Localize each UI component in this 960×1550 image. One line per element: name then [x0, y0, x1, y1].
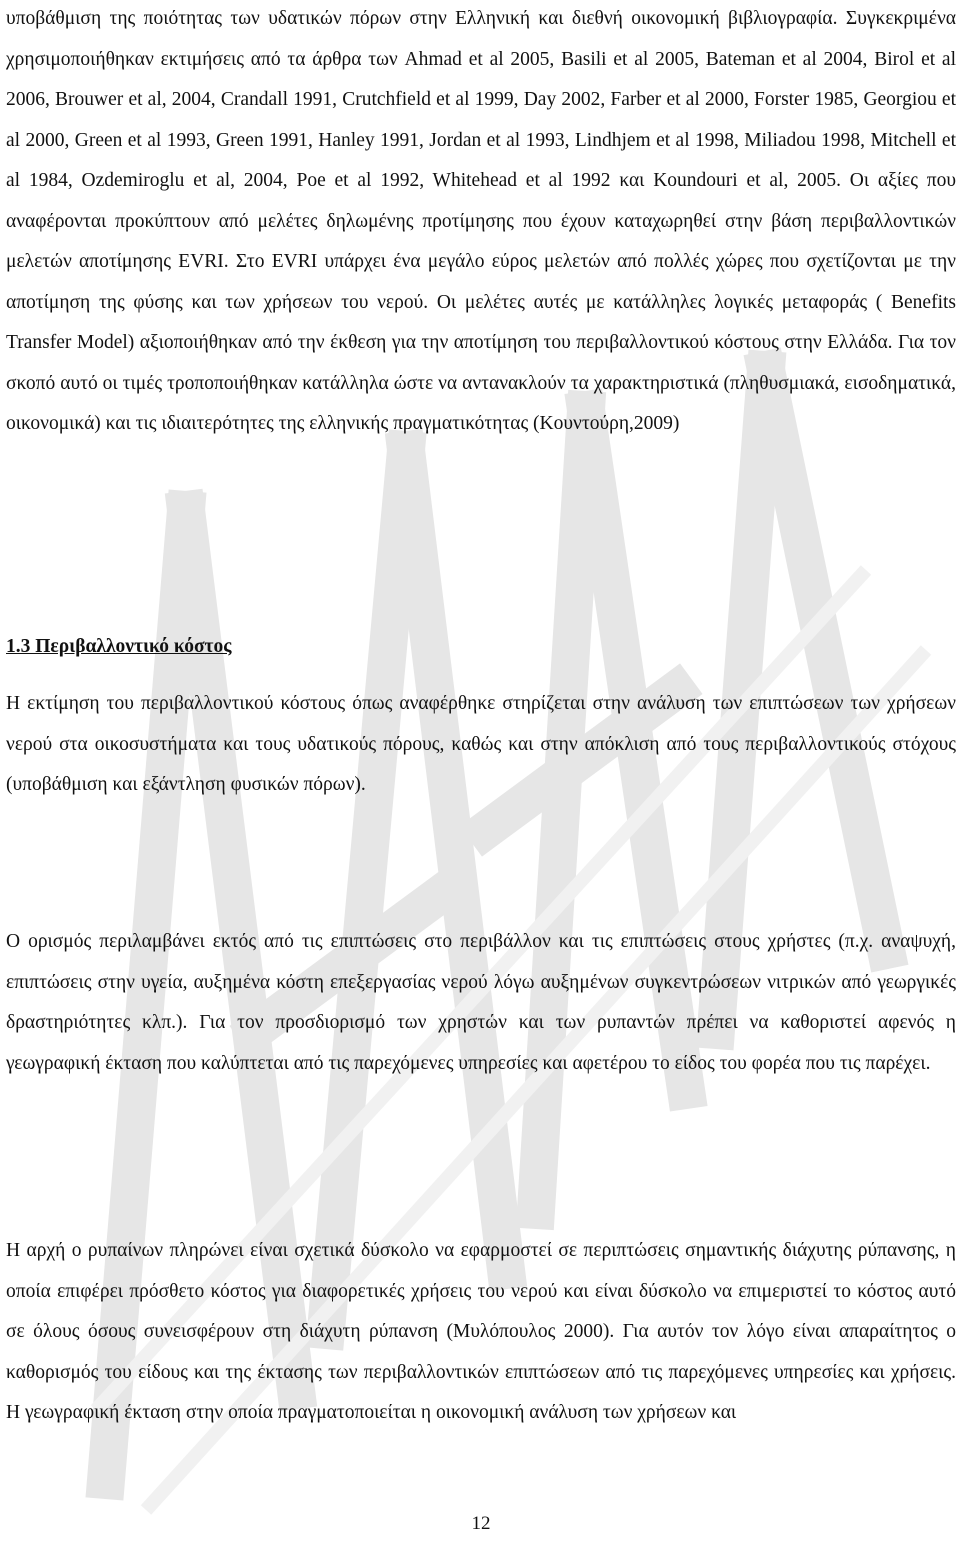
paragraph-definition-users: Ο ορισμός περιλαμβάνει εκτός από τις επιπτώσεις στο περιβάλλον και τις επιπτώσεις στους χρήστες (π.χ. αναψυχή, επιπτώσεις στην υγεία, αυξημένα κόστη επεξεργασίας νερού λόγω αυξημένων συγκεντρώσεων νιτρικών από γεωργικές δραστηριότητες κλπ.). Για τον προσδιορισμό των χρηστών και των ρυπαντών πρέπει να καθοριστεί αφενός η γεωγραφική έκταση που καλύπτεται από τις παρεχόμενες υπηρεσίες και αφετέρου το είδος του φορέα που τις παρέχει.	[6, 931, 956, 1074]
document-page	[6, 0, 956, 1548]
section-heading: 1.3 Περιβαλλοντικό κόστος	[6, 636, 232, 657]
paragraph-polluter-pays: Η αρχή ο ρυπαίνων πληρώνει είναι σχετικά δύσκολο να εφαρμοστεί σε περιπτώσεις σημαντικής διάχυτης ρύπανσης, η οποία επιφέρει πρόσθετο κόστος για διαφορετικές χρήσεις του νερού και είναι δύσκολο να επιμεριστεί το κόστος αυτό σε όλους όσους συνεισφέρουν στη διάχυτη ρύπανση (Μυλόπουλος 2000). Για αυτόν τον λόγο είναι απαραίτητος ο καθορισμός του είδους και της έκτασης των περιβαλλοντικών επιπτώσεων από τις παρεχόμενες υπηρεσίες και χρήσεις. Η γεωγραφική έκταση στην οποία πραγματοποιείται η οικονομική ανάλυση των χρήσεων και	[6, 1240, 956, 1423]
page-number: 12	[471, 1513, 491, 1534]
continuation-paragraph: υποβάθμιση της ποιότητας των υδατικών πόρων στην Ελληνική και διεθνή οικονομική βιβλιογραφία. Συγκεκριμένα χρησιμοποιήθηκαν εκτιμήσεις από τα άρθρα των Ahmad et al 2005, Basili et al 2005, Bateman et al 2004, Birol et al 2006, Brouwer et al, 2004, Crandall 1991, Crutchfield et al 1999, Day 2002, Farber et al 2000, Forster 1985, Georgiou et al 2000, Green et al 1993, Green 1991, Hanley 1991, Jordan et al 1993, Lindhjem et al 1998, Miliadou 1998, Mitchell et al 1984, Ozdemiroglu et al, 2004, Poe et al 1992, Whitehead et al 1992 και Koundouri et al, 2005. Οι αξίες που αναφέρονται προκύπτουν από μελέτες δηλωμένης προτίμησης που έχουν καταχωρηθεί στην βάση περιβαλλοντικών μελετών αποτίμησης EVRI. Στο EVRI υπάρχει ένα μεγάλο εύρος μελετών από πολλές χώρες που σχετίζονται με την αποτίμηση της φύσης και των χρήσεων του νερού. Οι μελέτες αυτές με κατάλληλες λογικές μεταφοράς ( Benefits Transfer Model) αξιοποιήθηκαν από την έκθεση για την αποτίμηση του περιβαλλοντικού κόστους στην Ελλάδα. Για τον σκοπό αυτό οι τιμές τροποποιήθηκαν κατάλληλα ώστε να αντανακλούν τα χαρακτηριστικά (πληθυσμιακά, εισοδηματικά, οικονομικά) και τις ιδιαιτερότητες της ελληνικής πραγματικότητας (Κουντούρη,2009)	[6, 8, 956, 434]
paragraph-environmental-cost-estimation: Η εκτίμηση του περιβαλλοντικού κόστους όπως αναφέρθηκε στηρίζεται στην ανάλυση των επιπτώσεων των χρήσεων νερού στα οικοσυστήματα και τους υδατικούς πόρους, καθώς και στην απόκλιση από τους περιβαλλοντικούς στόχους (υποβάθμιση και εξάντληση φυσικών πόρων).	[6, 693, 956, 795]
